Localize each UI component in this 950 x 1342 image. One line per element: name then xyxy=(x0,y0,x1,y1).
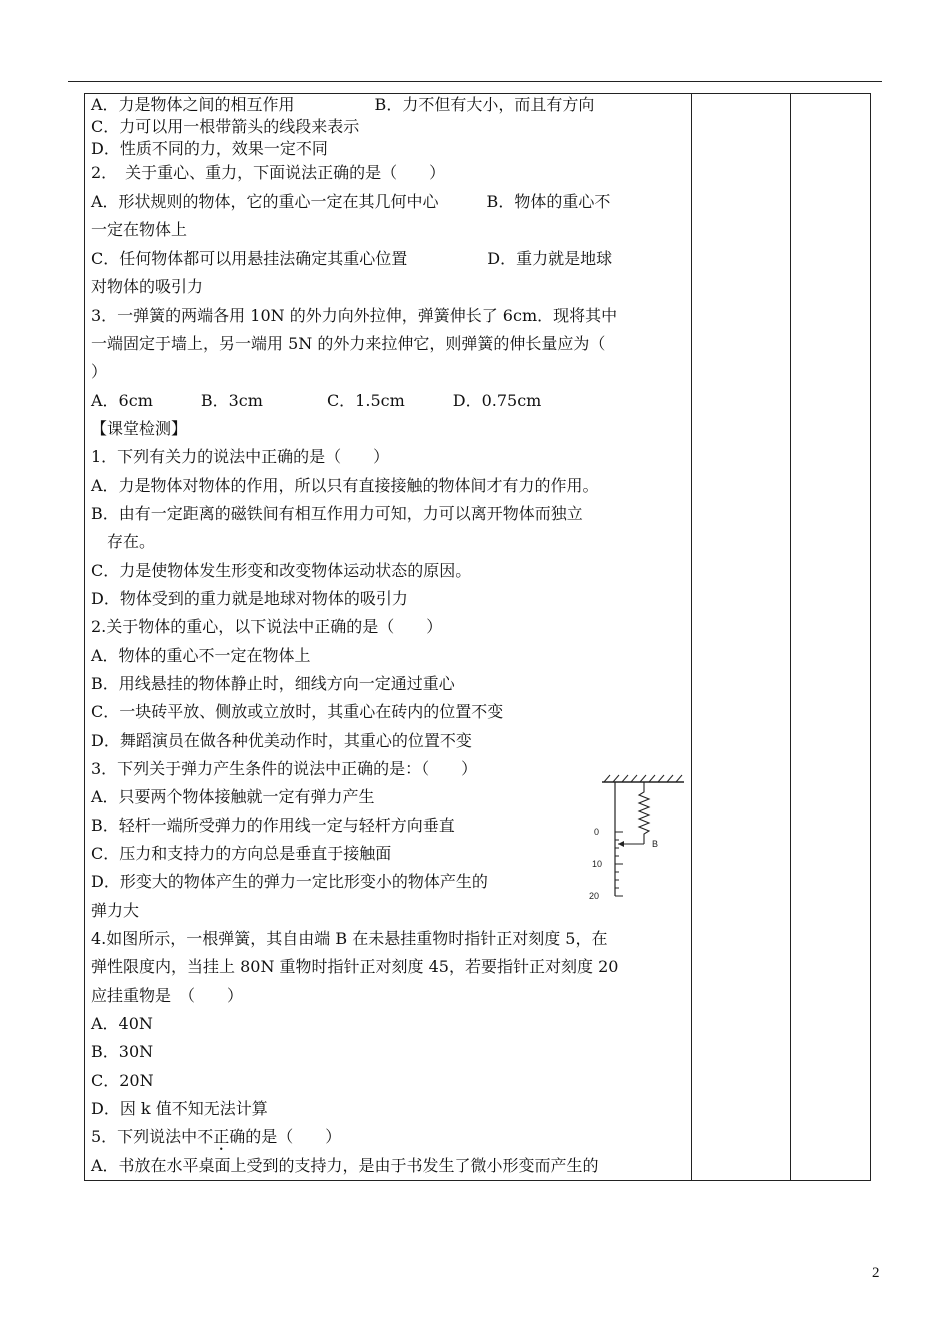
section-heading: 【课堂检测】 xyxy=(91,419,188,438)
pointer-arrowhead xyxy=(618,841,624,847)
q5-emphasis: 不正确 xyxy=(197,1127,246,1146)
text-line: 应挂重物是 （ ） xyxy=(91,986,244,1005)
label-b: B xyxy=(652,839,659,849)
text-line: C．压力和支持力的方向总是垂直于接触面 xyxy=(91,844,392,863)
text-line: 3．下列关于弹力产生条件的说法中正确的是：（ ） xyxy=(91,759,478,778)
text-line: 一端固定于墙上，另一端用 5N 的外力来拉伸它，则弹簧的伸长量应为（ xyxy=(91,334,606,353)
text-line: 对物体的吸引力 xyxy=(91,277,204,296)
text-line: C．一块砖平放、侧放或立放时，其重心在砖内的位置不变 xyxy=(91,702,504,721)
text-line: D．性质不同的力，效果一定不同 xyxy=(91,139,328,158)
q5-prefix: 5．下列说法中 xyxy=(91,1127,198,1146)
text-line: A．力是物体对物体的作用，所以只有直接接触的物体间才有力的作用。 xyxy=(91,476,599,495)
text-line: D．物体受到的重力就是地球对物体的吸引力 xyxy=(91,589,408,608)
text-line: 1．下列有关力的说法中正确的是（ ） xyxy=(91,447,390,466)
tick-label-10: 10 xyxy=(592,859,603,869)
text-line: A．只要两个物体接触就一定有弹力产生 xyxy=(91,787,375,806)
text-line: B．由有一定距离的磁铁间有相互作用力可知，力可以离开物体而独立 xyxy=(91,504,583,523)
text-line: 弹性限度内，当挂上 80N 重物时指针正对刻度 45，若要指针正对刻度 20 xyxy=(91,957,619,976)
text-line: C．20N xyxy=(91,1071,154,1090)
text-line: B．用线悬挂的物体静止时，细线方向一定通过重心 xyxy=(91,674,455,693)
text-line: ） xyxy=(91,362,108,381)
question-5-line xyxy=(91,1127,341,1147)
ceiling-hatch xyxy=(602,775,684,782)
page-number: 2 xyxy=(872,1265,880,1281)
text-line: 存在。 xyxy=(91,532,156,551)
spring-scale-figure xyxy=(584,770,688,910)
text-line: A．书放在水平桌面上受到的支持力，是由于书发生了微小形变而产生的 xyxy=(91,1156,599,1175)
text-line: D．因 k 值不知无法计算 xyxy=(91,1099,268,1118)
text-line: A．6cm B．3cm C．1.5cm D．0.75cm xyxy=(91,391,542,410)
text-line: D．形变大的物体产生的弹力一定比形变小的物体产生的 xyxy=(91,872,488,891)
q5-suffix: 的是（ ） xyxy=(245,1127,342,1146)
text-line: C．任何物体都可以用悬挂法确定其重心位置 D．重力就是地球 xyxy=(91,249,613,268)
tick-label-0: 0 xyxy=(594,827,600,837)
text-line: 3．一弹簧的两端各用 10N 的外力向外拉伸，弹簧伸长了 6cm．现将其中 xyxy=(91,306,618,325)
table-column-divider xyxy=(691,93,692,1181)
text-line: C．力是使物体发生形变和改变物体运动状态的原因。 xyxy=(91,561,472,580)
table-column-divider xyxy=(790,93,791,1181)
text-line: B．轻杆一端所受弹力的作用线一定与轻杆方向垂直 xyxy=(91,816,455,835)
text-line: A．形状规则的物体，它的重心一定在其几何中心 B．物体的重心不 xyxy=(91,192,611,211)
header-rule xyxy=(68,81,882,82)
text-line: D．舞蹈演员在做各种优美动作时，其重心的位置不变 xyxy=(91,731,472,750)
text-line: 2.关于物体的重心，以下说法中正确的是（ ） xyxy=(91,617,443,636)
text-line: C．力可以用一根带箭头的线段来表示 xyxy=(91,117,360,136)
tick-label-20: 20 xyxy=(589,891,600,901)
text-line: 一定在物体上 xyxy=(91,220,188,239)
text-line: A．力是物体之间的相互作用 B．力不但有大小，而且有方向 xyxy=(91,95,595,114)
text-line: A．物体的重心不一定在物体上 xyxy=(91,646,311,665)
text-line: B．30N xyxy=(91,1042,154,1061)
text-line: 4.如图所示，一根弹簧，其自由端 B 在未悬挂重物时指针正对刻度 5，在 xyxy=(91,929,608,948)
spring xyxy=(639,782,649,844)
text-line: 2． 关于重心、重力，下面说法正确的是（ ） xyxy=(91,163,446,182)
text-line: A．40N xyxy=(91,1014,153,1033)
text-line: 弹力大 xyxy=(91,901,140,920)
ruler-ticks xyxy=(615,832,623,896)
